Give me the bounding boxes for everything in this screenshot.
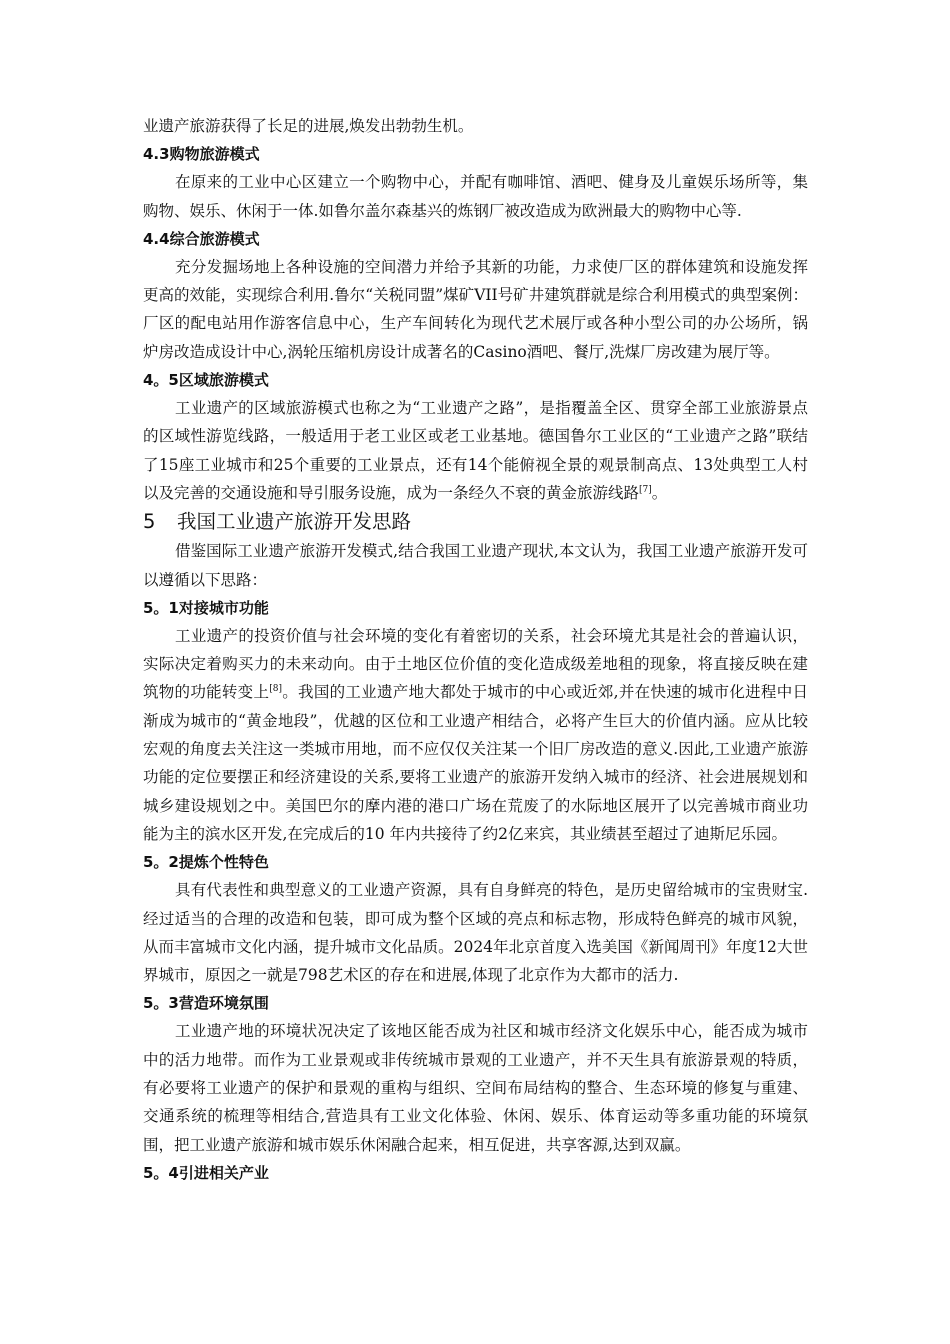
paragraph-shopping-tourism: 在原来的工业中心区建立一个购物中心，并配有咖啡馆、酒吧、健身及儿童娱乐场所等，集购物、娱乐、休闲于一体.如鲁尔盖尔森基兴的炼钢厂被改造成为欧洲最大的购物中心等. (143, 173, 808, 220)
paragraph-text: 工业遗产的投资价值与社会环境的变化有着密切的关系，社会环境尤其是社会的普遍认识，实际决定着购买力的未来动向。由于土地区位价值的变化造成级差地租的现象，将直接反映在建筑物的功能转变上 (143, 626, 808, 702)
section-heading-4-5: 4。5区域旅游模式 (143, 371, 269, 390)
section-heading-5-3: 5。3营造环境氛围 (143, 994, 269, 1013)
citation-ref: [7] (639, 484, 652, 495)
chapter-title: 我国工业遗产旅游开发思路 (177, 510, 412, 534)
section-heading-5-4: 5。4引进相关产业 (143, 1163, 269, 1182)
chapter-heading-5 (143, 507, 808, 537)
paragraph-city-function (143, 622, 808, 848)
chapter-number: 5 (143, 510, 156, 534)
paragraph-integrated-tourism: 充分发掘场地上各种设施的空间潜力并给予其新的功能，力求使厂区的群体建筑和设施发挥更高的效能，实现综合利用.鲁尔“关税同盟”煤矿VII号矿井建筑群就是综合利用模式的典型案例：厂区的配电站用作游客信息中心，生产车间转化为现代艺术展厅或各种小型公司的办公场所，锅炉房改造成设计中心,涡轮压缩机房设计成著名的Casino酒吧、餐厅,洗煤厂房改建为展厅等。 (143, 257, 808, 361)
document-body (143, 112, 808, 1187)
paragraph-tail: 。 (651, 483, 668, 502)
paragraph-text: 工业遗产的区域旅游模式也称之为“工业遗产之路”，是指覆盖全区、贯穿全部工业旅游景点的区域性游览线路，一般适用于老工业区或老工业基地。德国鲁尔工业区的“工业遗产之路”联结了15座工业城市和25个重要的工业景点，还有14个能俯视全景的观景制高点、13处典型工人村以及完善的交通设施和导引服务设施，成为一条经久不衰的黄金旅游线路 (143, 399, 808, 502)
citation-ref: [8] (269, 684, 282, 695)
paragraph-continuation: 业遗产旅游获得了长足的进展,焕发出勃勃生机。 (143, 117, 474, 135)
section-heading-4-4: 4.4综合旅游模式 (143, 229, 260, 248)
section-heading-5-2: 5。2提炼个性特色 (143, 853, 269, 872)
section-heading-4-3: 4.3购物旅游模式 (143, 145, 260, 164)
paragraph-text-cont: 。我国的工业遗产地大都处于城市的中心或近郊,并在快速的城市化进程中日渐成为城市的“黄金地段”，优越的区位和工业遗产相结合，必将产生巨大的价值内涵。应从比较宏观的角度去关注这一类城市用地，而不应仅仅关注某一个旧厂房改造的意义.因此,工业遗产旅游功能的定位要摆正和经济建设的关系,要将工业遗产的旅游开发纳入城市的经济、社会进展规划和城乡建设规划之中。美国巴尔的摩内港的港口广场在荒废了的水际地区展开了以完善城市商业功能为主的滨水区开发,在完成后的10 年内共接待了约2亿来宾，其业绩甚至超过了迪斯尼乐园。 (143, 683, 808, 843)
paragraph-distinct-features: 具有代表性和典型意义的工业遗产资源，具有自身鲜亮的特色，是历史留给城市的宝贵财宝.经过适当的合理的改造和包装，即可成为整个区域的亮点和标志物，形成特色鲜亮的城市风貌，从而丰富城市文化内涵，提升城市文化品质。2024年北京首度入选美国《新闻周刊》年度12大世界城市，原因之一就是798艺术区的存在和进展,体现了北京作为大都市的活力. (143, 881, 808, 985)
paragraph-regional-tourism (143, 394, 808, 507)
paragraph-environment: 工业遗产地的环境状况决定了该地区能否成为社区和城市经济文化娱乐中心，能否成为城市中的活力地带。而作为工业景观或非传统城市景观的工业遗产，并不天生具有旅游景观的特质，有必要将工业遗产的保护和景观的重构与组织、空间布局结构的整合、生态环境的修复与重建、交通系统的梳理等相结合,营造具有工业文化体验、休闲、娱乐、体育运动等多重功能的环境氛围，把工业遗产旅游和城市娱乐休闲融合起来，相互促进，共享客源,达到双赢。 (143, 1022, 808, 1154)
section-heading-5-1: 5。1对接城市功能 (143, 598, 269, 617)
paragraph-chapter-intro: 借鉴国际工业遗产旅游开发模式,结合我国工业遗产现状,本文认为，我国工业遗产旅游开发可以遵循以下思路： (143, 542, 808, 589)
